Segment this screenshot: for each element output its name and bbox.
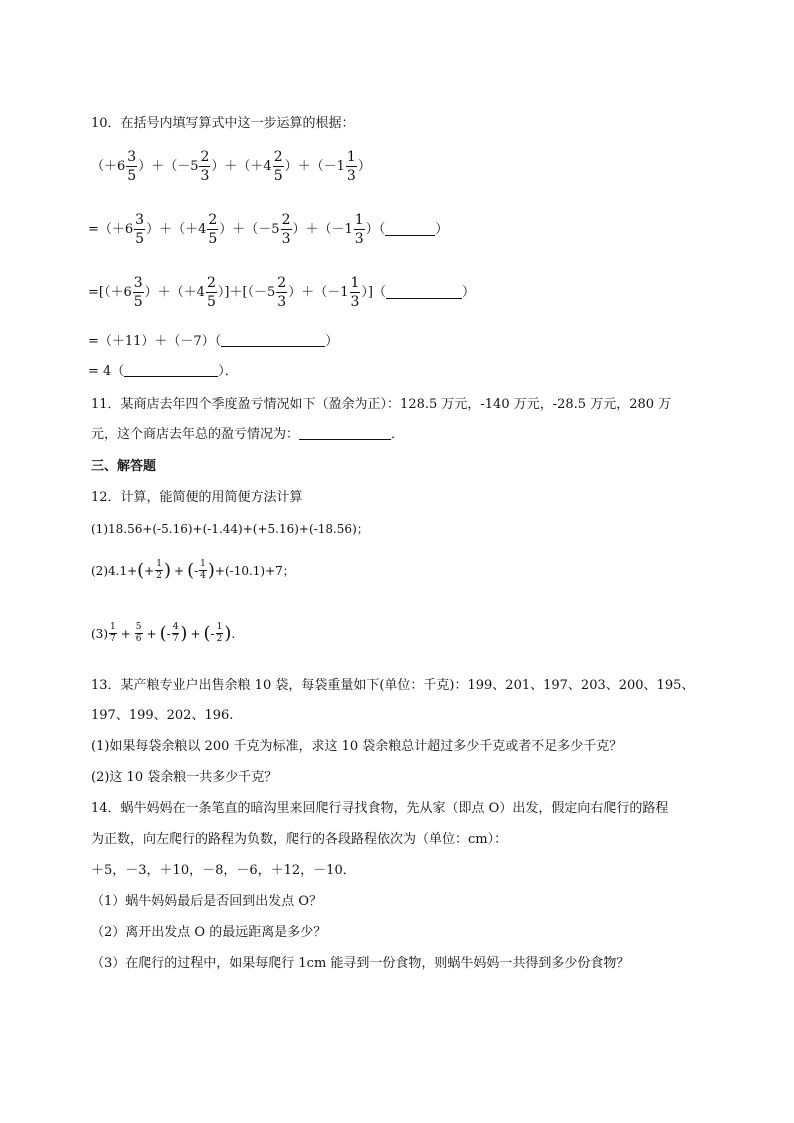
- paren: (: [203, 622, 211, 644]
- q10-expression-line2: [88, 213, 448, 246]
- answer-blank[interactable]: [124, 364, 218, 377]
- expr-text: ）: [357, 158, 371, 174]
- fraction: $\frac{2}{3}$: [281, 212, 291, 247]
- q10-expression-line4: [88, 333, 338, 351]
- expr-text: .: [231, 626, 236, 641]
- fraction: $\frac{1}{3}$: [350, 275, 360, 310]
- expr-text: ）＋（＋4: [144, 284, 205, 300]
- fraction: $\frac{2}{5}$: [206, 275, 216, 310]
- fraction: $\frac{4}{7}$: [172, 622, 179, 644]
- expr-text: ）．: [218, 364, 238, 379]
- expr-text: ）＋（－5: [219, 221, 280, 237]
- expr-text: (2)4.1+: [91, 563, 138, 578]
- fraction: $\frac{1}{2}$: [216, 622, 223, 644]
- expr-text: =[（＋6: [88, 284, 132, 300]
- q14-part1: （1）蜗牛妈妈最后是否回到出发点 O？: [91, 894, 323, 909]
- expr-text: ）: [435, 221, 449, 237]
- q14-line2: 为正数，向左爬行的路程为负数，爬行的各段路程依次为（单位：cm）：: [91, 832, 508, 847]
- q10-expression-line1: [91, 150, 371, 183]
- expr-text: ）＋（－5: [138, 158, 199, 174]
- fraction: $\frac{3}{5}$: [135, 212, 145, 247]
- paren: ): [180, 622, 188, 644]
- q13-line2: 197、199、202、196.: [91, 708, 234, 723]
- q12-part3: [91, 623, 235, 644]
- expr-text: +: [120, 626, 131, 641]
- fraction: $\frac{2}{3}$: [200, 149, 210, 184]
- paren: (: [187, 559, 195, 581]
- q11-line2: [91, 426, 404, 444]
- expr-text: +: [144, 563, 155, 578]
- expr-text: ）（: [365, 221, 386, 237]
- section-heading: 三、解答题: [91, 459, 157, 474]
- q11-text: ．: [391, 427, 405, 442]
- paren: ): [163, 559, 171, 581]
- expr-text: ）＋（－1: [284, 158, 345, 174]
- expr-text: ）＋（－1: [288, 284, 349, 300]
- answer-blank[interactable]: [386, 286, 462, 299]
- expr-text: -: [194, 563, 199, 578]
- expr-text: （＋6: [91, 158, 126, 174]
- answer-blank[interactable]: [221, 334, 325, 347]
- q13-part1: (1)如果每袋余粮以 200 千克为标准，求这 10 袋余粮总计超过多少千克或者不足多少千克？: [91, 739, 623, 754]
- fraction: $\frac{1}{4}$: [200, 559, 206, 581]
- q12-part1: (1)18.56+(-5.16)+(-1.44)+(+5.16)+(-18.56)；: [91, 522, 369, 536]
- fraction: $\frac{1}{3}$: [346, 149, 356, 184]
- paren: (: [159, 622, 167, 644]
- expr-text: ）: [325, 334, 339, 349]
- answer-blank[interactable]: [299, 427, 391, 440]
- q14-part2: （2）离开出发点 O 的最远距离是多少？: [91, 925, 327, 940]
- expr-text: =（＋11）＋（－7）（: [88, 334, 222, 349]
- q14-line3: ＋5，－3，＋10，－8，－6，＋12，－10．: [91, 863, 356, 878]
- paren: ): [207, 559, 215, 581]
- q11-line1: 11．某商店去年四个季度盈亏情况如下（盈余为正）：128.5 万元，-140 万元，-28.5 万元，280 万: [91, 397, 672, 412]
- expr-text: -: [166, 626, 171, 641]
- q10-expression-line3: [88, 276, 475, 309]
- q12-prompt: 12．计算，能简便的用简便方法计算: [91, 490, 303, 505]
- q10-expression-line5: [88, 363, 238, 381]
- q12-part2: [91, 560, 295, 581]
- expr-text: -: [210, 626, 215, 641]
- expr-text: ）]＋[（－5: [217, 284, 276, 300]
- fraction: $\frac{2}{3}$: [277, 275, 287, 310]
- q13-line1: 13．某产粮专业户出售余粮 10 袋，每袋重量如下(单位：千克)：199、201、197、203、200、195、: [91, 678, 695, 693]
- q11-text: 元，这个商店去年总的盈亏情况为：: [91, 427, 300, 442]
- expr-text: +(-10.1)+7；: [214, 563, 295, 578]
- fraction: $\frac{3}{5}$: [133, 275, 143, 310]
- q14-part3: （3）在爬行的过程中，如果每爬行 1cm 能寻到一份食物，则蜗牛妈妈一共得到多少份食物？: [91, 956, 630, 971]
- answer-blank[interactable]: [385, 223, 435, 236]
- fraction: $\frac{1}{2}$: [156, 559, 162, 581]
- fraction: $\frac{3}{5}$: [127, 149, 137, 184]
- expr-text: (3): [91, 626, 108, 641]
- expr-text: = 4（: [88, 364, 125, 379]
- fraction: $\frac{1}{3}$: [354, 212, 364, 247]
- q14-line1: 14．蜗牛妈妈在一条笔直的暗沟里来回爬行寻找食物，先从家（即点 O）出发，假定向右爬行的路程: [91, 801, 669, 816]
- paren: ): [224, 622, 232, 644]
- expr-text: +: [174, 563, 185, 578]
- fraction: $\frac{1}{7}$: [110, 622, 116, 644]
- expr-text: ）＋（＋4: [146, 221, 207, 237]
- expr-text: ）]（: [361, 284, 386, 300]
- expr-text: =（＋6: [88, 221, 134, 237]
- q10-prompt: 10．在括号内填写算式中这一步运算的根据：: [91, 116, 355, 131]
- expr-text: ）: [462, 284, 476, 300]
- q13-part2: (2)这 10 袋余粮一共多少千克？: [91, 770, 278, 785]
- expr-text: +: [146, 626, 157, 641]
- paren: (: [137, 559, 145, 581]
- expr-text: ）＋（＋4: [211, 158, 272, 174]
- fraction: $\frac{2}{5}$: [273, 149, 283, 184]
- fraction: $\frac{5}{6}$: [135, 622, 142, 644]
- expr-text: ）＋（－1: [292, 221, 353, 237]
- fraction: $\frac{2}{5}$: [208, 212, 218, 247]
- expr-text: +: [190, 626, 201, 641]
